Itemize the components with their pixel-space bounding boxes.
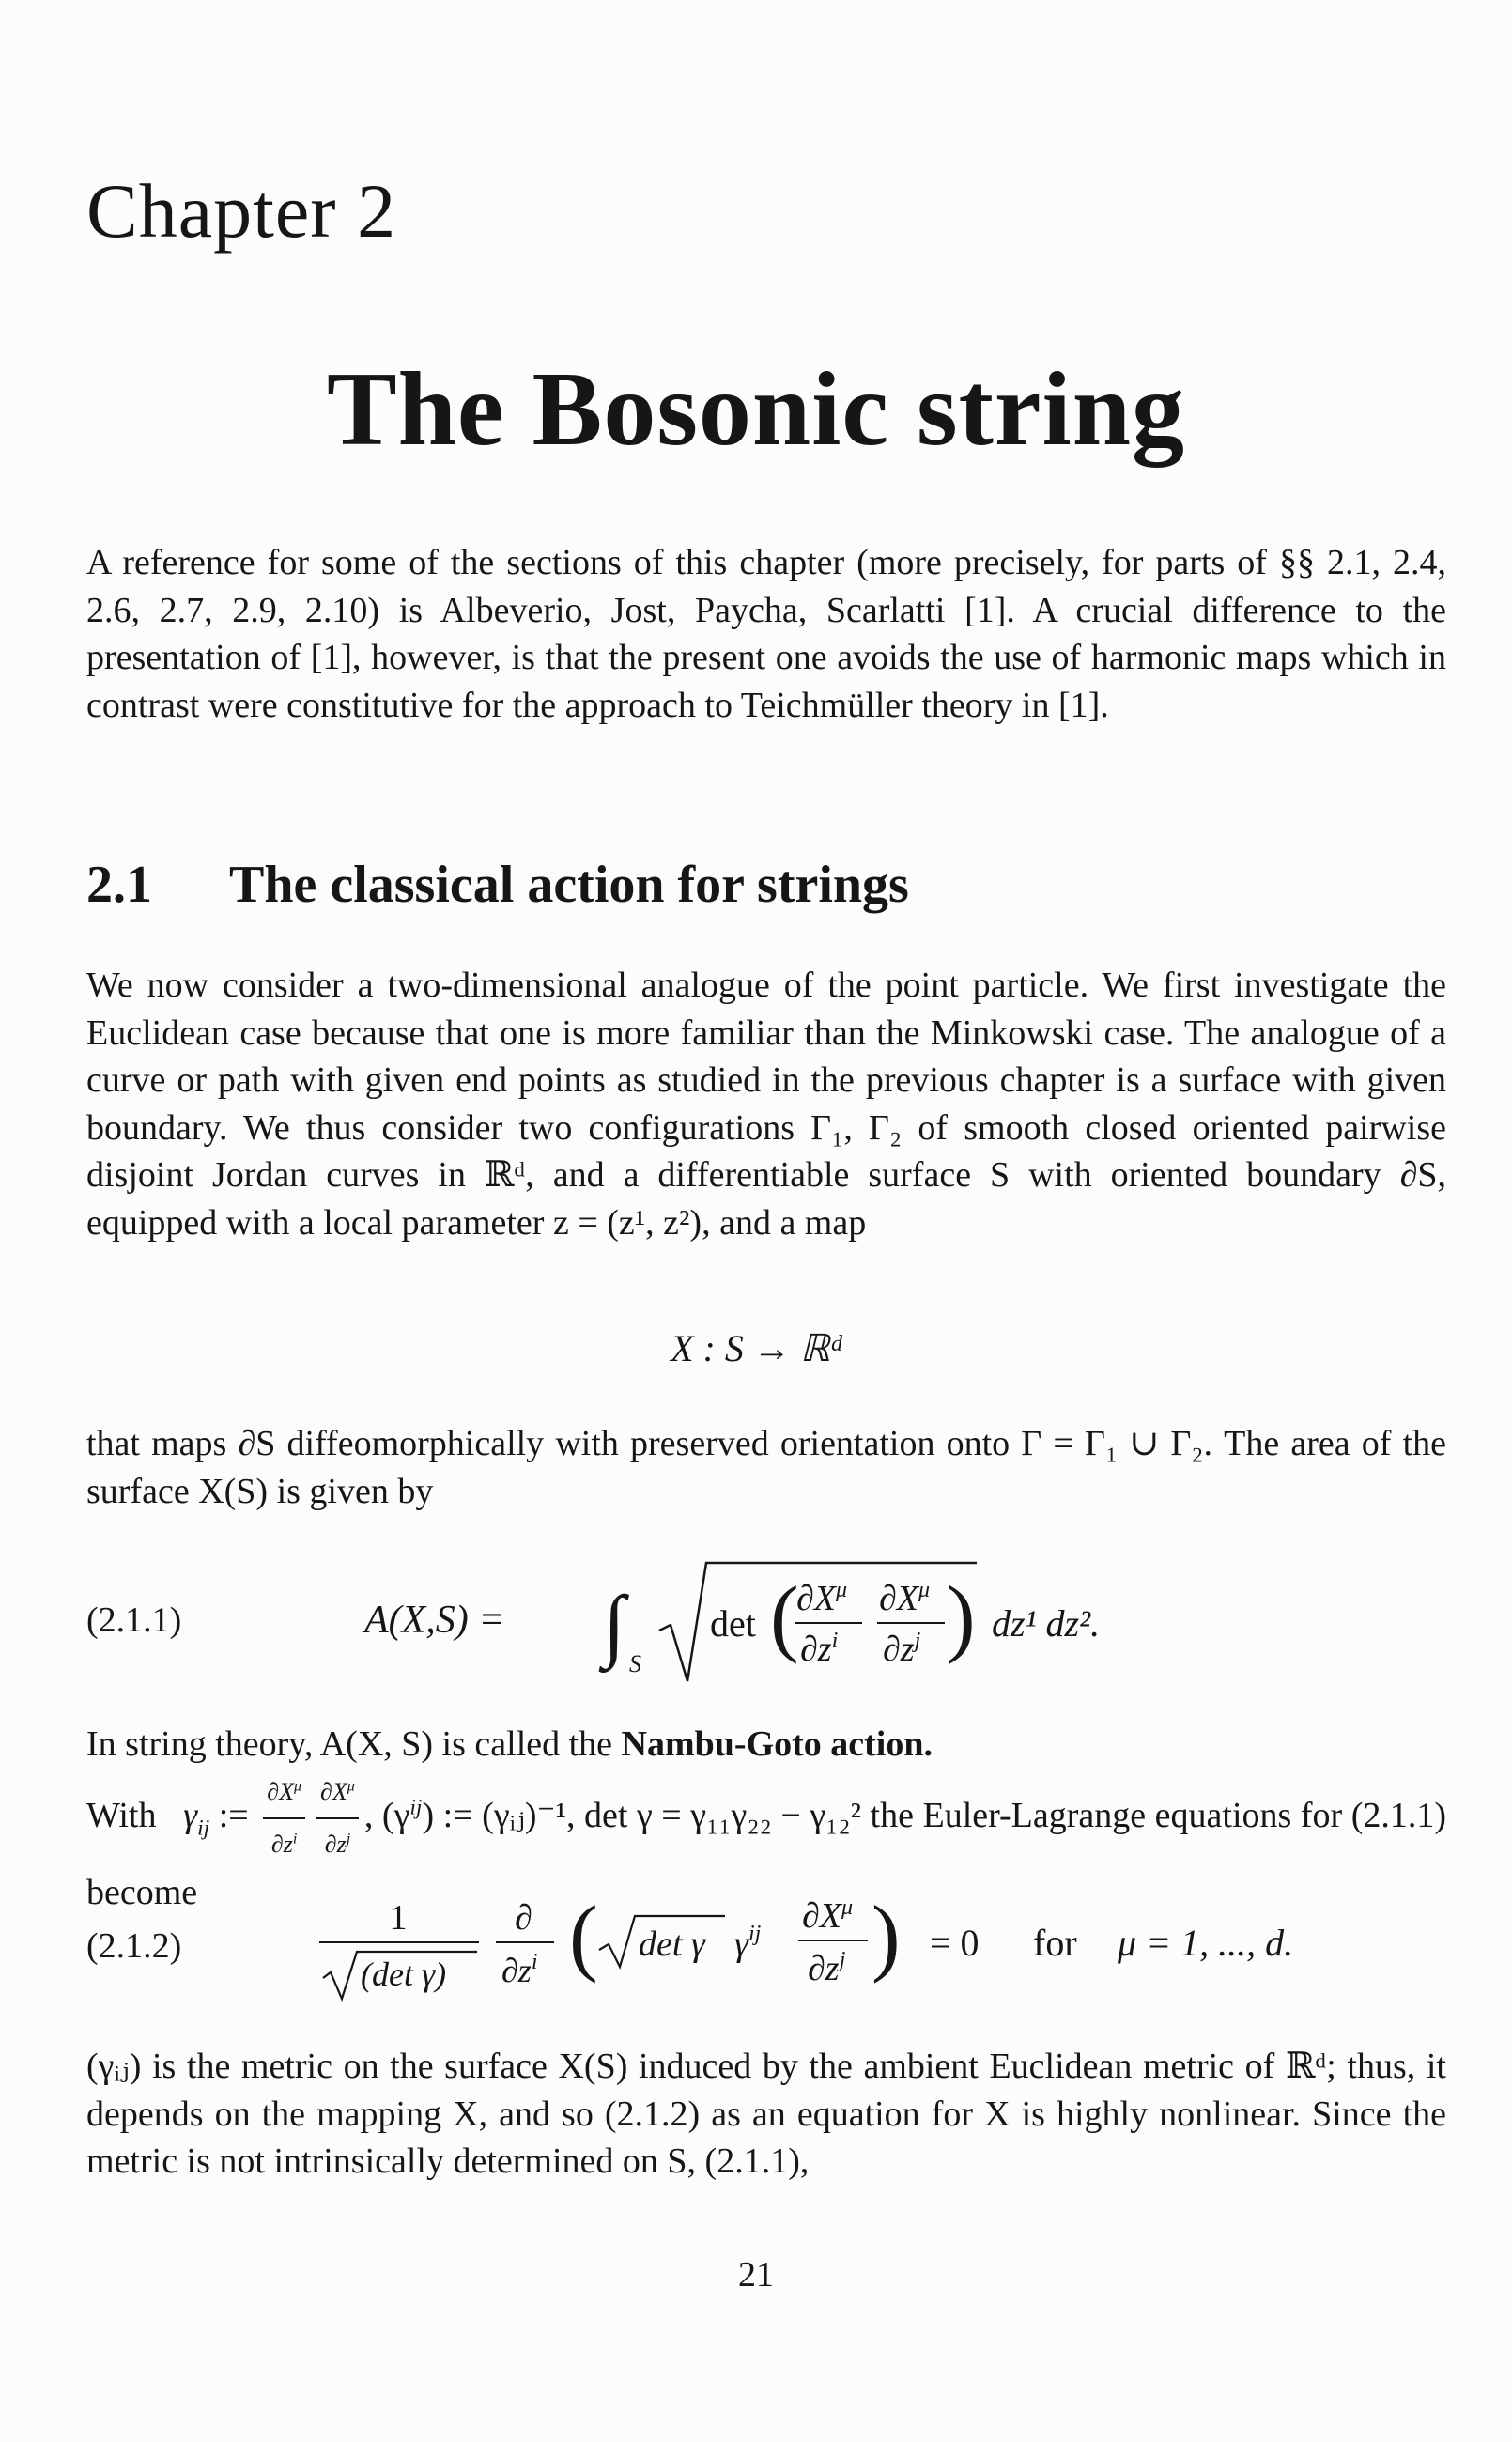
section-title: The classical action for strings [229, 856, 909, 914]
eq2-dz: $\partial z^i$ [501, 1950, 538, 1989]
equation-label-2-1-2: (2.1.2) [86, 1926, 182, 1966]
with-word: With [86, 1795, 157, 1835]
text-span: ) := (γᵢⱼ)⁻¹, det γ = γ₁₁γ₂₂ − γ₁₂² the Euler-Lagrange equations for (2.1.1) become [86, 1795, 1446, 1912]
eq2-frac-numerator: $\partial X^\mu$ [802, 1895, 854, 1936]
section-number: 2.1 [86, 856, 152, 914]
frac2-denominator: $\partial z^j$ [883, 1629, 921, 1669]
eq1-lhs: A(X,S) = [364, 1599, 505, 1642]
paren-left: ( [770, 1569, 799, 1664]
eq2-frac-denominator: $\partial z^j$ [808, 1948, 846, 1988]
eq2-gamma-ij: $\gamma^{ij}$ [734, 1922, 762, 1964]
eq2-det-gamma-inner: det γ [639, 1924, 705, 1964]
intro-paragraph: A reference for some of the sections of this chapter (more precisely, for parts of §§ 2.1, 2.4, 2.6, 2.7, 2.9, 2.10) is Albeverio, Jost, Paycha, Scarlatti [1]. A crucial difference to the presentation of [1], however, is that the present one avoids the use of harmonic maps which in contrast were constitutive for the approach to Teichmüller theory in [1]. [86, 543, 1446, 725]
eq2-for: for [1033, 1922, 1077, 1964]
equation-2-1-2 [310, 1858, 1343, 2017]
eq2-partial: ∂ [515, 1898, 532, 1938]
frac1-denominator: $\partial z^i$ [800, 1629, 839, 1669]
inline-frac-2: $\frac{\partial X^\mu}{\partial z^j}$ [316, 1769, 359, 1869]
body-paragraph-3: In string theory, A(X, S) is called the Nambu-Goto action. With $\gamma_{ij}$ := $\frac{\partial X^\mu}{\partial z^i}$ $\frac{\partial X^\mu}{\partial z^j}$ , $(\gamma^{ij})$ := (γᵢⱼ)⁻¹, det γ = γ₁₁γ₂₂ − γ₁₂² the Euler-Lagrange equations for (2.1.1) become [86, 1724, 1446, 1912]
equation-label-2-1-1: (2.1.1) [86, 1600, 182, 1640]
paren-right: ) [872, 1888, 901, 1984]
integral-domain: S [629, 1650, 641, 1677]
eq1-tail: dz¹ dz². [992, 1602, 1101, 1645]
frac2-numerator: $\partial X^\mu$ [879, 1578, 931, 1618]
paren-right: ) [947, 1569, 976, 1664]
eq2-one: 1 [389, 1898, 408, 1938]
det-label: det [710, 1602, 756, 1645]
equation-2-1-1 [357, 1540, 1202, 1700]
eq2-range: μ = 1, ..., d. [1118, 1922, 1294, 1964]
body-paragraph-2: that maps ∂S diffeomorphically with preserved orientation onto Γ = Γ₁ ∪ Γ₂. The area of the surface X(S) is given by [86, 1424, 1446, 1511]
chapter-label: Chapter 2 [86, 168, 397, 254]
nambu-goto-term: Nambu-Goto action. [621, 1724, 933, 1764]
eq2-rhs: = 0 [930, 1922, 980, 1964]
page-number: 21 [738, 2255, 774, 2295]
text-span: , (γ [363, 1795, 410, 1835]
body-paragraph-4: (γᵢⱼ) is the metric on the surface X(S) induced by the ambient Euclidean metric of ℝᵈ; thus, it depends on the mapping X, and so (2.1.2) as an equation for X is highly nonlinear. Since the metric is not intrinsically determined on S, (2.1.1), [86, 2047, 1446, 2181]
chapter-title: The Bosonic string [326, 351, 1186, 468]
frac1-numerator: $\partial X^\mu$ [796, 1578, 848, 1618]
inline-frac-1: $\frac{\partial X^\mu}{\partial z^i}$ [263, 1769, 305, 1869]
body-paragraph-1: We now consider a two-dimensional analogue of the point particle. We first investigate the Euclidean case because that one is more familiar than the Minkowski case. The analogue of a curve or path with given end points as studied in the previous chapter is a surface with given boundary. We thus consider two configurations Γ₁, Γ₂ of smooth closed oriented pairwise disjoint Jordan curves in ℝᵈ, and a differentiable surface S with oriented boundary ∂S, equipped with a local parameter z = (z¹, z²), and a map [86, 966, 1446, 1243]
paren-left: ( [569, 1888, 598, 1984]
section-heading [86, 855, 909, 915]
integral-sign: ∫ [603, 1579, 625, 1669]
eq2-det-gamma: (det γ) [361, 1955, 447, 1993]
map-equation: X : S → ℝᵈ [671, 1327, 841, 1369]
text-span: In string theory, A(X, S) is called the [86, 1724, 622, 1764]
